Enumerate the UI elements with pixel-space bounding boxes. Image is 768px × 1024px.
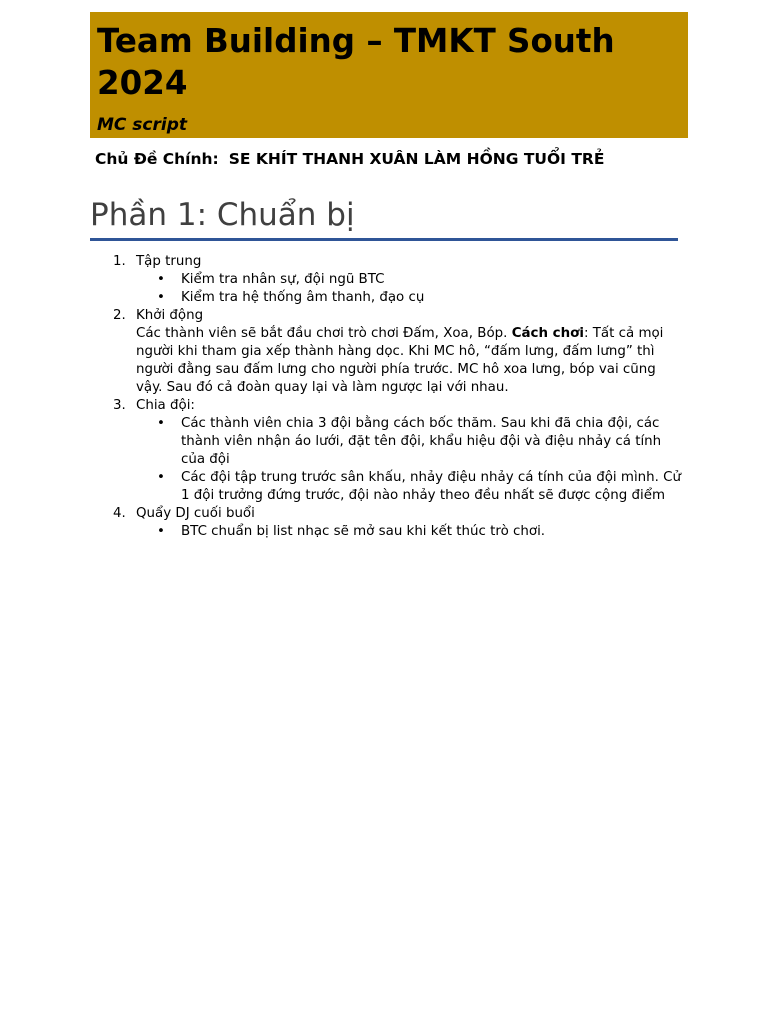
bullet-item [136,523,682,541]
bullet-icon: • [157,524,165,539]
bullet-text: BTC chuẩn bị list nhạc sẽ mở sau khi kết thúc trò chơi. [181,524,546,539]
bullet-item [136,469,682,505]
list-item-label: Tập trung [136,254,202,269]
bullet-list [136,271,682,307]
bullet-item [136,415,682,469]
list-item [110,307,682,397]
list-item [110,505,682,541]
list-item-number: 1. [113,254,126,269]
bullet-text: Các thành viên chia 3 đội bằng cách bốc thăm. Sau khi đã chia đội, các thành viên nhận áo lưới, đặt tên đội, khẩu hiệu đội và điệu nhảy cá tính của đội [181,416,662,467]
document-title [97,20,688,104]
document-body [110,253,682,541]
document-title-line-1: Team Building – TMKT South [97,22,615,60]
list-item-label: Quẩy DJ cuối buổi [136,506,255,521]
main-theme [95,148,695,170]
main-theme-label: Chủ Đề Chính: [95,150,219,168]
list-item-paragraph [136,325,682,397]
bullet-text: Kiểm tra hệ thống âm thanh, đạo cụ [181,290,425,305]
list-item-number: 2. [113,308,126,323]
list-item-number: 4. [113,506,126,521]
bullet-icon: • [157,470,165,485]
list-item-number: 3. [113,398,126,413]
bullet-list [136,415,682,505]
document-subtitle: MC script [97,115,188,135]
numbered-list [110,253,682,541]
title-banner [90,12,688,138]
paragraph-bold-term: Cách chơi [511,326,584,341]
bullet-item [136,271,682,289]
paragraph-text-intro: Các thành viên sẽ bắt đầu chơi trò chơi Đấm, Xoa, Bóp. [136,326,508,341]
bullet-icon: • [157,290,165,305]
list-item [110,397,682,505]
bullet-item [136,289,682,307]
bullet-text: Các đội tập trung trước sân khấu, nhảy điệu nhảy cá tính của đội mình. Cử 1 đội trưởng đứng trước, đội nào nhảy theo đều nhất sẽ được cộng điểm [181,470,681,503]
bullet-text: Kiểm tra nhân sự, đội ngũ BTC [181,272,385,287]
bullet-list [136,523,682,541]
list-item [110,253,682,307]
bullet-icon: • [157,416,165,431]
bullet-icon: • [157,272,165,287]
list-item-label: Khởi động [136,308,204,323]
list-item-label: Chia đội: [136,398,195,413]
document-title-line-2: 2024 [97,64,188,102]
paragraph-text-rules: : Tất cả mọi người khi tham gia xếp thành hàng dọc. Khi MC hô, “đấm lưng, đấm lưng” thì người đằng sau đấm lưng cho người phía trước. MC hô xoa lưng, bóp vai cũng vậy. Sau đó cả đoàn quay lại và làm ngược lại với nhau. [136,326,664,395]
section-heading: Phần 1: Chuẩn bị [90,194,678,241]
main-theme-value: SE KHÍT THANH XUÂN LÀM HỒNG TUỔI TRẺ [228,150,605,168]
